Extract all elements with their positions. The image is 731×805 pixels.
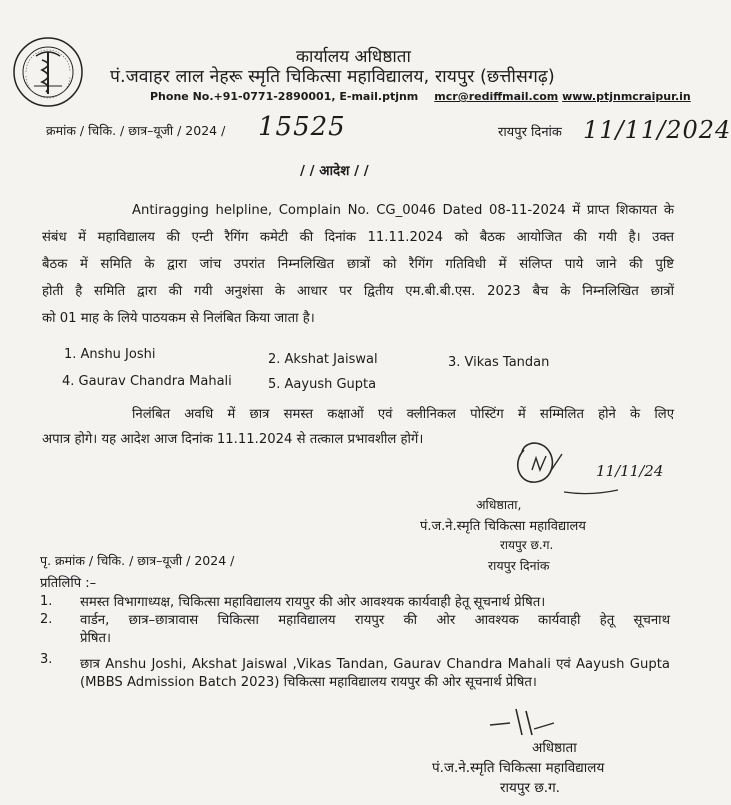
student-list-item: 3. Vikas Tandan bbox=[448, 355, 550, 370]
order-paragraph-1 bbox=[42, 197, 674, 332]
email-address: mcr@rediffmail.com bbox=[434, 90, 559, 103]
copy-line: वार्डन, छात्र–छात्रावास चिकित्सा महाविद्यालय रायपुर की ओर आवश्यक कार्यवाही हेतू सूचनाथ bbox=[80, 613, 670, 628]
handwritten-signature bbox=[488, 705, 558, 739]
signatory-title: अधिष्ठाता bbox=[532, 740, 577, 756]
copy-line: (MBBS Admission Batch 2023) चिकित्सा महाविद्यालय रायपुर की ओर सूचनार्थ प्रेषित। bbox=[80, 675, 537, 690]
signatory-college: पं.ज.ने.स्मृति चिकित्सा महाविद्यालय bbox=[420, 519, 586, 534]
copy-line: छात्र Anshu Joshi, Akshat Jaiswal ,Vikas Tandan, Gaurav Chandra Mahali एवं Aayush Gupta bbox=[80, 657, 670, 672]
paragraph-line: को 01 माह के लिये पाठयकम से निलंबित किया जाता है। bbox=[42, 311, 315, 326]
student-list-item: 4. Gaurav Chandra Mahali bbox=[62, 374, 232, 389]
paragraph-line: संबंध में महाविद्यालय की एन्टी रैगिंग कमेटी की दिनांक 11.11.2024 को बैठक आयोजित की गयी है। उक्त bbox=[42, 230, 674, 245]
reference-number-handwritten: 15525 bbox=[258, 112, 346, 142]
copy-line: समस्त विभागाध्यक्ष, चिकित्सा महाविद्यालय रायपुर की ओर आवश्यक कार्यवाही हेतू सूचनार्थ प्रेषित। bbox=[80, 595, 546, 610]
copy-item-text bbox=[80, 612, 670, 648]
copy-item-text bbox=[80, 594, 670, 612]
order-title: / / आदेश / / bbox=[300, 163, 369, 179]
endorsement-reference: पृ. क्रमांक / चिकि. / छात्र–यूजी / 2024 / bbox=[40, 553, 235, 568]
reference-prefix: क्रमांक / चिकि. / छात्र–यूजी / 2024 / bbox=[46, 123, 226, 138]
copy-line: प्रेषित। bbox=[80, 631, 112, 646]
date-label: रायपुर दिनांक bbox=[498, 125, 562, 140]
copy-item-number: 2. bbox=[40, 612, 53, 627]
contact-line bbox=[150, 90, 691, 103]
college-name: पं.जवाहर लाल नेहरू स्मृति चिकित्सा महाविद्यालय, रायपुर (छत्तीसगढ़) bbox=[110, 67, 555, 87]
paragraph-line: बैठक में समिति के द्वारा जांच उपरांत निम्नलिखित छात्रों को रैगिंग गतिविधी में संलिप्त पाये जाने की पुष्टि bbox=[42, 257, 674, 272]
paragraph-line: निलंबित अवधि में छात्र समस्त कक्षाओं एवं क्लीनिकल पोस्टिंग में सम्मिलित होने के लिए bbox=[132, 407, 674, 422]
signatory-city: रायपुर छ.ग. bbox=[500, 538, 554, 552]
office-title: कार्यालय अधिष्ठाता bbox=[296, 47, 411, 67]
phone-number: Phone No.+91-0771-2890001, bbox=[150, 90, 336, 103]
copy-item-number: 3. bbox=[40, 652, 53, 667]
copy-item-number: 1. bbox=[40, 594, 53, 609]
signatory-city: रायपुर छ.ग. bbox=[500, 780, 560, 796]
signatory-college: पं.ज.ने.स्मृति चिकित्सा महाविद्यालय bbox=[432, 760, 605, 776]
copy-label: प्रतिलिपि :– bbox=[40, 576, 97, 591]
website: www.ptjnmcraipur.in bbox=[562, 90, 691, 103]
email-label: E-mail.ptjnm bbox=[339, 90, 419, 103]
paragraph-line: होती है समिति द्वारा की गयी अनुशंसा के आधार पर द्वितीय एम.बी.बी.एस. 2023 बैच के निम्नलिखित छात्रों bbox=[42, 284, 674, 299]
signatory-title: अधिष्ठाता, bbox=[476, 497, 522, 512]
copy-item-text bbox=[80, 656, 670, 692]
student-list-item: 1. Anshu Joshi bbox=[64, 347, 156, 362]
student-list-item: 5. Aayush Gupta bbox=[268, 377, 377, 392]
handwritten-sign-date: 11/11/24 bbox=[596, 462, 664, 480]
date-handwritten: 11/11/2024 bbox=[583, 116, 731, 144]
student-list-item: 2. Akshat Jaiswal bbox=[268, 352, 378, 367]
college-emblem-logo bbox=[12, 36, 84, 108]
paragraph-line: Antiragging helpline, Complain No. CG_0046 Dated 08-11-2024 में प्राप्त शिकायत के bbox=[132, 203, 674, 218]
signatory-date-label: रायपुर दिनांक bbox=[488, 558, 550, 573]
paragraph-line: अपात्र होगे। यह आदेश आज दिनांक 11.11.2024 से तत्काल प्रभावशील होगें। bbox=[42, 432, 424, 447]
